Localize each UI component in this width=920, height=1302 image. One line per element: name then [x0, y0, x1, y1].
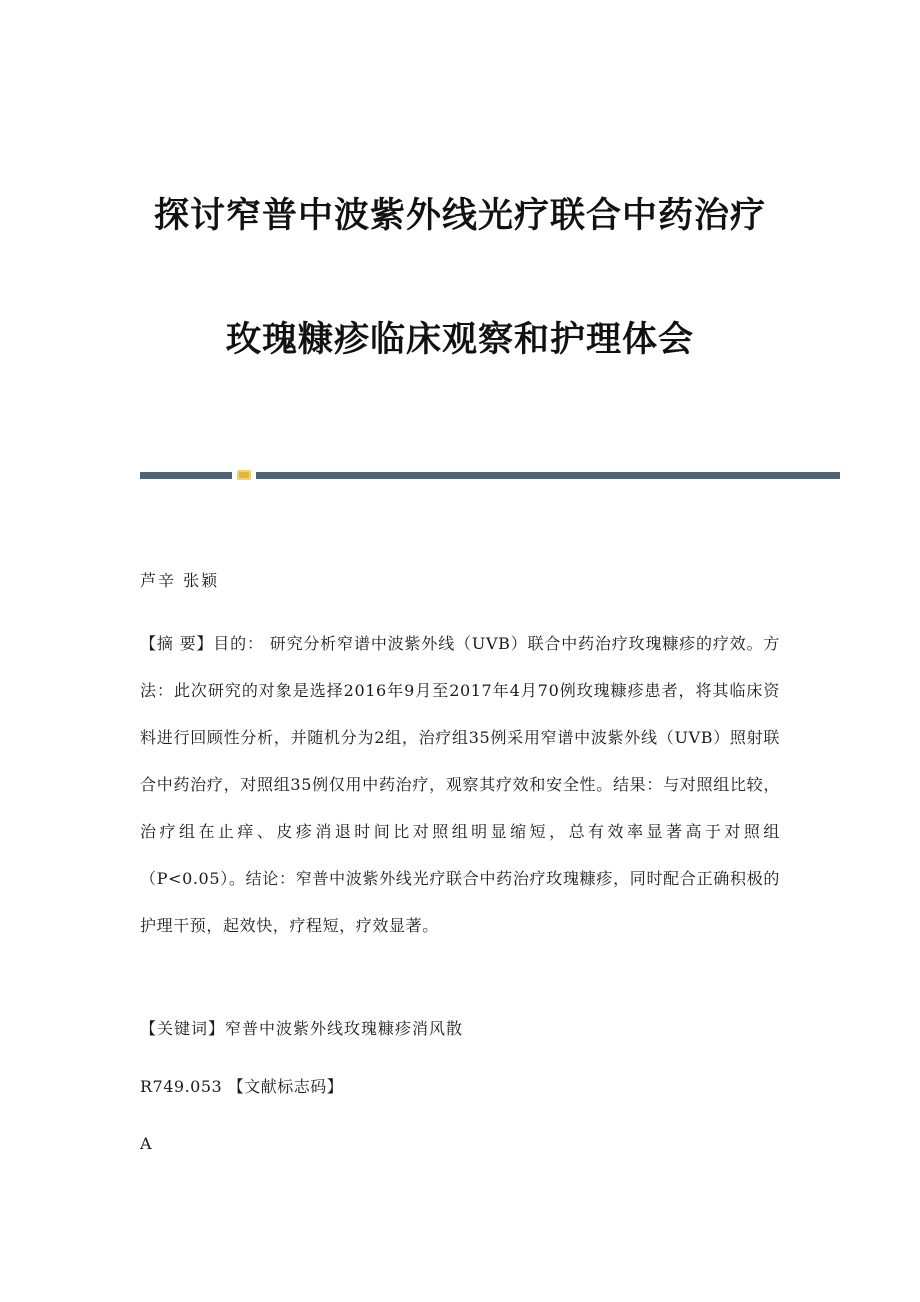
document-code: A	[140, 1134, 152, 1153]
title-divider	[140, 470, 840, 480]
title-line-2: 玫瑰糠疹临床观察和护理体会	[225, 320, 694, 360]
divider-bar-right	[256, 472, 840, 479]
keywords: 【关键词】窄普中波紫外线玫瑰糠疹消风散	[140, 1019, 464, 1038]
authors: 芦辛 张颖	[140, 571, 220, 590]
classification-number: R749.053 【文献标志码】	[140, 1077, 344, 1096]
title-line-1: 探讨窄普中波紫外线光疗联合中药治疗	[153, 196, 766, 236]
divider-bar-left	[140, 472, 232, 479]
divider-ornament-icon	[237, 470, 251, 480]
abstract: 【摘 要】目的： 研究分析窄谱中波紫外线（UVB）联合中药治疗玫瑰糠疹的疗效。方法：此次研究的对象是选择2016年9月至2017年4月70例玫瑰糠疹患者，将其临床资料进行回顾性分析，并随机分为2组，治疗组35例采用窄谱中波紫外线（UVB）照射联合中药治疗，对照组35例仅用中药治疗，观察其疗效和安全性。结果：与对照组比较，治疗组在止痒、皮疹消退时间比对照组明显缩短，总有效率显著高于对照组（P<0.05）。结论：窄普中波紫外线光疗联合中药治疗玫瑰糠疹，同时配合正确积极的护理干预，起效快，疗程短，疗效显著。	[140, 634, 780, 935]
